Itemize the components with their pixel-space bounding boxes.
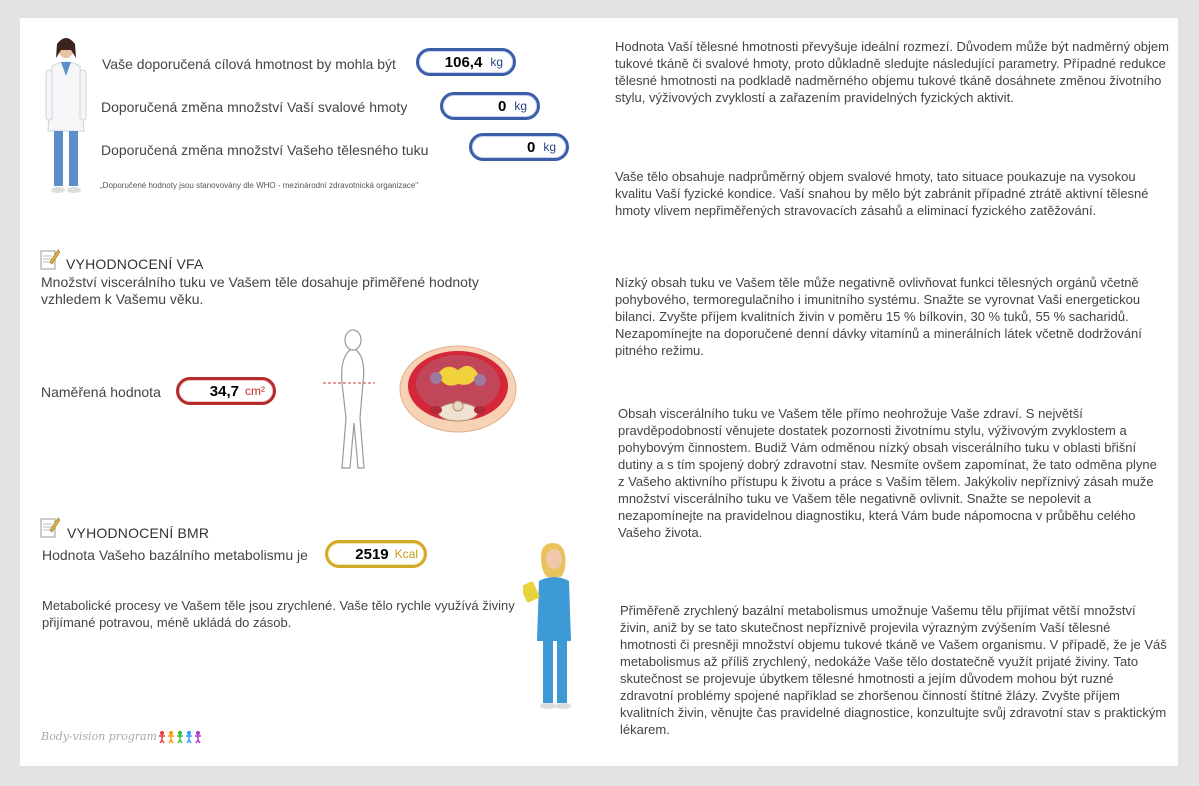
muscle-evaluation-text: Vaše tělo obsahuje nadprůměrný objem svalové hmoty, tato situace poukazuje na vysokou kvalitu Vaší fyzické kondice. Vaší snahou by mělo být zabránit případné ztrátě aktivní tělesné hmoty vlivem nepřiměřených stravovacích zásahů a eliminací fyzického zatěžování. <box>615 169 1149 218</box>
bmr-evaluation-text: Přiměřeně zrychlený bazální metabolismus umožnuje Vašemu tělu přijímat větší množství živin, aniž by se tato skutečnost nepříznivě projevila výrazným zvýšením Vaší tělesné hmotnosti či presněji množství objemu tukové tkáně ve Vašem organismu. V případě, že je Váš metabolismus až příliš zrychlený, nedokáže Vaše tělo dostatečně využít prijaté živiny. Tato skutečnost se projevuje úbytkem tělesné hmotnosti a jejím důvodem mohou být ruzné zdravotní problémy spojené například se zhoršenou činností štítné žlázy. Zvyšte příjem kvalitních živin, věnujte čas pravidelné diagnostice, konzultujte svůj zdravotní stav s praktickým lékarem. <box>620 603 1167 737</box>
target-weight-label: Vaše doporučená cílová hmotnost by mohla být <box>102 56 396 72</box>
muscle-change-unit: kg <box>514 99 527 113</box>
fat-evaluation-text: Nízký obsah tuku ve Vašem těle může negativně ovlivňovat funkci tělesných orgánů včetně pohybového, termoregulačního i imunitního systému. Snažte se vyrovnat Vaši energetickou bilanci. Zvyšte příjem kvalitních živin v poměru 15 % bílkovin, 30 % tuků, 55 % sacharidů. Nezapomínejte na doporučené denní dávky vitamínů a minerálních látek včetně dodržování pitného režimu. <box>615 275 1142 358</box>
bmr-value: 2519 <box>355 545 389 563</box>
vfa-measured-unit: cm² <box>245 384 265 398</box>
vfa-measured-label: Naměřená hodnota <box>41 384 161 400</box>
target-weight-field <box>416 48 516 76</box>
brand-name: Body-vision program <box>41 730 157 743</box>
notepad-pencil-icon <box>40 516 60 538</box>
body-silhouette-illustration <box>320 328 380 473</box>
vfa-evaluation-text: Obsah viscerálního tuku ve Vašem těle přímo neohrožuje Vaše zdraví. S největší pravděpodobností věnujete dostatek pozornosti životnímu stylu, výživovým zvyklostem a pohybovým činnostem. Budiž Vám odměnou nízký obsah viscerálního tuku v oblasti břišní dutiny a s tím spojený dobrý zdravotní stav. Nesmíte ovšem zapomínat, že tato odměna plyne z Vašeho aktivního přístupu k životu a práce s Vaším tělem. Jakýkoliv nepříznivý zásah muže množství viscerálního tuku ve Vašem těle negativně ovlivnit. Snažte se nepolevit a nezapomínejte na pravidelnou diagnostiku, která Vám bude nápomocna v průběhu celého Vašeho života. <box>618 406 1157 540</box>
target-weight-value: 106,4 <box>444 53 483 71</box>
abdominal-cross-section-illustration <box>398 344 518 434</box>
muscle-change-value: 0 <box>497 97 507 115</box>
fat-change-label: Doporučená změna množství Vašeho tělesného tuku <box>101 142 429 158</box>
bmr-summary: Metabolické procesy ve Vašem těle jsou zrychlené. Vaše tělo rychle využívá živiny přijímané potravou, méně ukládá do zásob. <box>42 598 515 630</box>
fat-change-field <box>469 133 569 161</box>
muscle-change-field <box>440 92 540 120</box>
bmr-unit: Kcal <box>394 547 418 561</box>
bmr-label: Hodnota Vašeho bazálního metabolismu je <box>42 547 308 563</box>
fat-change-unit: kg <box>543 140 556 154</box>
muscle-change-label: Doporučená změna množství Vaší svalové hmoty <box>101 99 408 115</box>
fat-change-value: 0 <box>526 138 536 156</box>
nurse-illustration <box>523 541 585 711</box>
bmr-field <box>325 540 427 568</box>
who-note: „Doporučené hodnoty jsou stanovovány dle WHO - mezinárodní zdravotnická organizace" <box>100 181 419 190</box>
report-page <box>20 18 1178 766</box>
vfa-summary: Množství viscerálního tuku ve Vašem těle dosahuje přiměřené hodnoty vzhledem k Vašemu věku. <box>41 274 479 307</box>
brand-figures-logo <box>158 730 206 744</box>
vfa-measured-field <box>176 377 276 405</box>
target-weight-unit: kg <box>490 55 503 69</box>
weight-evaluation-text: Hodnota Vaší tělesné hmotnosti převyšuje ideální rozmezí. Důvodem může být nadměrný objem tukové tkáně či svalové hmoty, proto důkladně sledujte následující parametry. Případné redukce tělesné hmotnosti na podkladě nadměrného objemu tukové tkáně dosáhnete změnou životního stylu, výživových zvyklostí a zařazením pravidelných fyzických aktivit. <box>615 39 1169 105</box>
vfa-title: VYHODNOCENÍ VFA <box>66 256 204 272</box>
doctor-illustration <box>40 36 92 196</box>
vfa-measured-value: 34,7 <box>209 382 239 400</box>
notepad-pencil-icon <box>40 248 60 270</box>
bmr-title: VYHODNOCENÍ BMR <box>67 525 210 541</box>
